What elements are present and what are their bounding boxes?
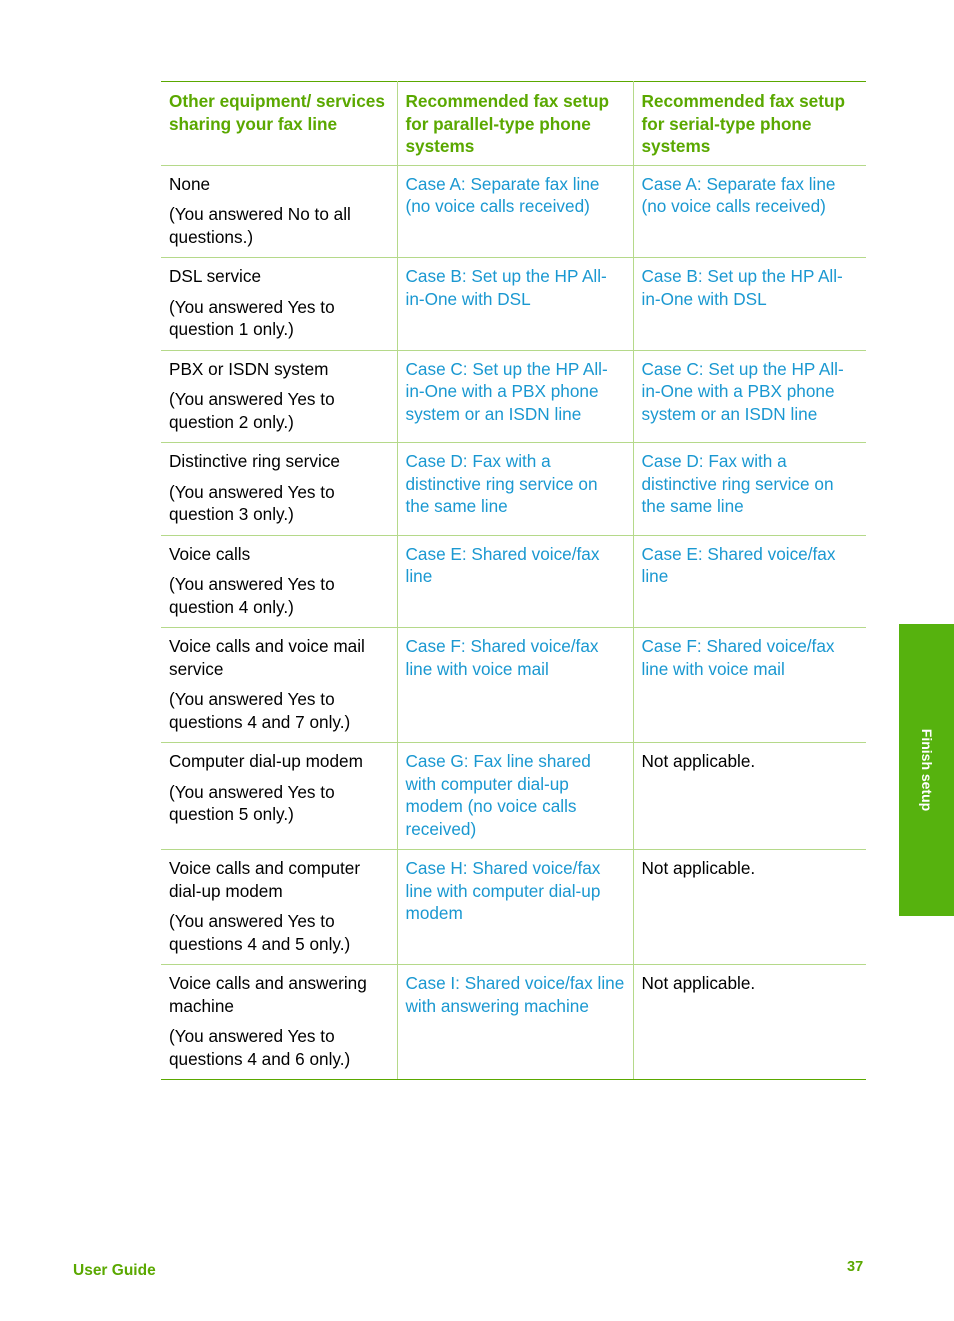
parallel-setup-link[interactable]: Case B: Set up the HP All-in-One with DSL bbox=[405, 266, 607, 309]
table-header-row bbox=[161, 82, 866, 166]
table-row bbox=[161, 850, 866, 965]
section-side-tab bbox=[899, 624, 954, 916]
serial-setup-link[interactable]: Case C: Set up the HP All-in-One with a PBX phone system or an ISDN line bbox=[641, 358, 844, 424]
serial-cell bbox=[633, 443, 866, 536]
serial-cell bbox=[633, 743, 866, 850]
answer-note: (You answered Yes to question 1 only.) bbox=[169, 296, 335, 339]
answer-note: (You answered Yes to questions 4 and 5 only.) bbox=[169, 911, 351, 954]
table-row bbox=[161, 165, 866, 258]
equipment-label: Distinctive ring service bbox=[169, 451, 340, 471]
serial-setup-link[interactable]: Case A: Separate fax line (no voice calls received) bbox=[641, 173, 836, 216]
parallel-cell bbox=[397, 258, 633, 351]
serial-cell bbox=[633, 628, 866, 743]
header-serial: Recommended fax setup for serial-type phone systems bbox=[633, 82, 866, 166]
parallel-setup-link[interactable]: Case C: Set up the HP All-in-One with a PBX phone system or an ISDN line bbox=[405, 358, 608, 424]
serial-cell bbox=[633, 165, 866, 258]
answer-note: (You answered Yes to question 3 only.) bbox=[169, 481, 335, 524]
equipment-cell bbox=[161, 628, 397, 743]
answer-note: (You answered Yes to question 2 only.) bbox=[169, 389, 335, 432]
serial-cell bbox=[633, 350, 866, 443]
serial-cell bbox=[633, 850, 866, 965]
parallel-cell bbox=[397, 850, 633, 965]
equipment-label: Voice calls bbox=[169, 543, 251, 564]
parallel-setup-link[interactable]: Case A: Separate fax line (no voice calls received) bbox=[405, 173, 600, 216]
parallel-cell bbox=[397, 350, 633, 443]
answer-note: (You answered Yes to questions 4 and 7 only.) bbox=[169, 689, 351, 732]
parallel-setup-link[interactable]: Case D: Fax with a distinctive ring service on the same line bbox=[405, 451, 598, 516]
parallel-setup-link[interactable]: Case G: Fax line shared with computer dial-up modem (no voice calls received) bbox=[405, 751, 591, 839]
serial-setup-link[interactable]: Case E: Shared voice/fax line bbox=[641, 543, 836, 586]
table-row bbox=[161, 350, 866, 443]
equipment-label: Voice calls and computer dial-up modem bbox=[169, 858, 361, 901]
table-row bbox=[161, 535, 866, 628]
serial-setup-link[interactable]: Case D: Fax with a distinctive ring service on the same line bbox=[641, 451, 834, 516]
equipment-cell bbox=[161, 443, 397, 536]
serial-setup-link[interactable]: Case B: Set up the HP All-in-One with DSL bbox=[641, 266, 843, 309]
answer-note: (You answered Yes to questions 4 and 6 only.) bbox=[169, 1026, 351, 1069]
table-row bbox=[161, 628, 866, 743]
serial-not-applicable: Not applicable. bbox=[641, 751, 756, 771]
equipment-label: None bbox=[169, 173, 211, 194]
header-parallel: Recommended fax setup for parallel-type phone systems bbox=[397, 82, 633, 166]
parallel-cell bbox=[397, 628, 633, 743]
parallel-cell bbox=[397, 965, 633, 1080]
page-number: 37 bbox=[847, 1259, 864, 1275]
equipment-cell bbox=[161, 965, 397, 1080]
equipment-cell bbox=[161, 535, 397, 628]
parallel-setup-link[interactable]: Case E: Shared voice/fax line bbox=[405, 543, 600, 586]
answer-note: (You answered No to all questions.) bbox=[169, 204, 351, 247]
side-tab-label: Finish setup bbox=[918, 728, 935, 812]
equipment-cell bbox=[161, 350, 397, 443]
equipment-label: Voice calls and voice mail service bbox=[169, 636, 365, 679]
serial-cell bbox=[633, 258, 866, 351]
parallel-cell bbox=[397, 443, 633, 536]
equipment-cell bbox=[161, 165, 397, 258]
parallel-setup-link[interactable]: Case F: Shared voice/fax line with voice mail bbox=[405, 636, 599, 679]
table-row bbox=[161, 443, 866, 536]
equipment-label: Computer dial-up modem bbox=[169, 751, 363, 771]
equipment-label: PBX or ISDN system bbox=[169, 358, 329, 379]
serial-not-applicable: Not applicable. bbox=[641, 858, 756, 878]
answer-note: (You answered Yes to question 4 only.) bbox=[169, 574, 335, 617]
table-row bbox=[161, 743, 866, 850]
serial-not-applicable: Not applicable. bbox=[641, 973, 756, 993]
parallel-setup-link[interactable]: Case I: Shared voice/fax line with answering machine bbox=[405, 973, 625, 1016]
fax-setup-table bbox=[161, 81, 866, 1080]
serial-cell bbox=[633, 535, 866, 628]
table-row bbox=[161, 258, 866, 351]
serial-setup-link[interactable]: Case F: Shared voice/fax line with voice mail bbox=[641, 636, 835, 679]
table-row bbox=[161, 965, 866, 1080]
answer-note: (You answered Yes to question 5 only.) bbox=[169, 781, 335, 824]
serial-cell bbox=[633, 965, 866, 1080]
parallel-setup-link[interactable]: Case H: Shared voice/fax line with computer dial-up modem bbox=[405, 858, 601, 923]
equipment-label: Voice calls and answering machine bbox=[169, 973, 367, 1016]
parallel-cell bbox=[397, 535, 633, 628]
equipment-cell bbox=[161, 258, 397, 351]
equipment-cell bbox=[161, 850, 397, 965]
equipment-label: DSL service bbox=[169, 266, 262, 286]
equipment-cell bbox=[161, 743, 397, 850]
parallel-cell bbox=[397, 165, 633, 258]
footer-guide-title: User Guide bbox=[73, 1262, 156, 1279]
parallel-cell bbox=[397, 743, 633, 850]
header-equipment: Other equipment/ services sharing your fax line bbox=[161, 82, 397, 166]
